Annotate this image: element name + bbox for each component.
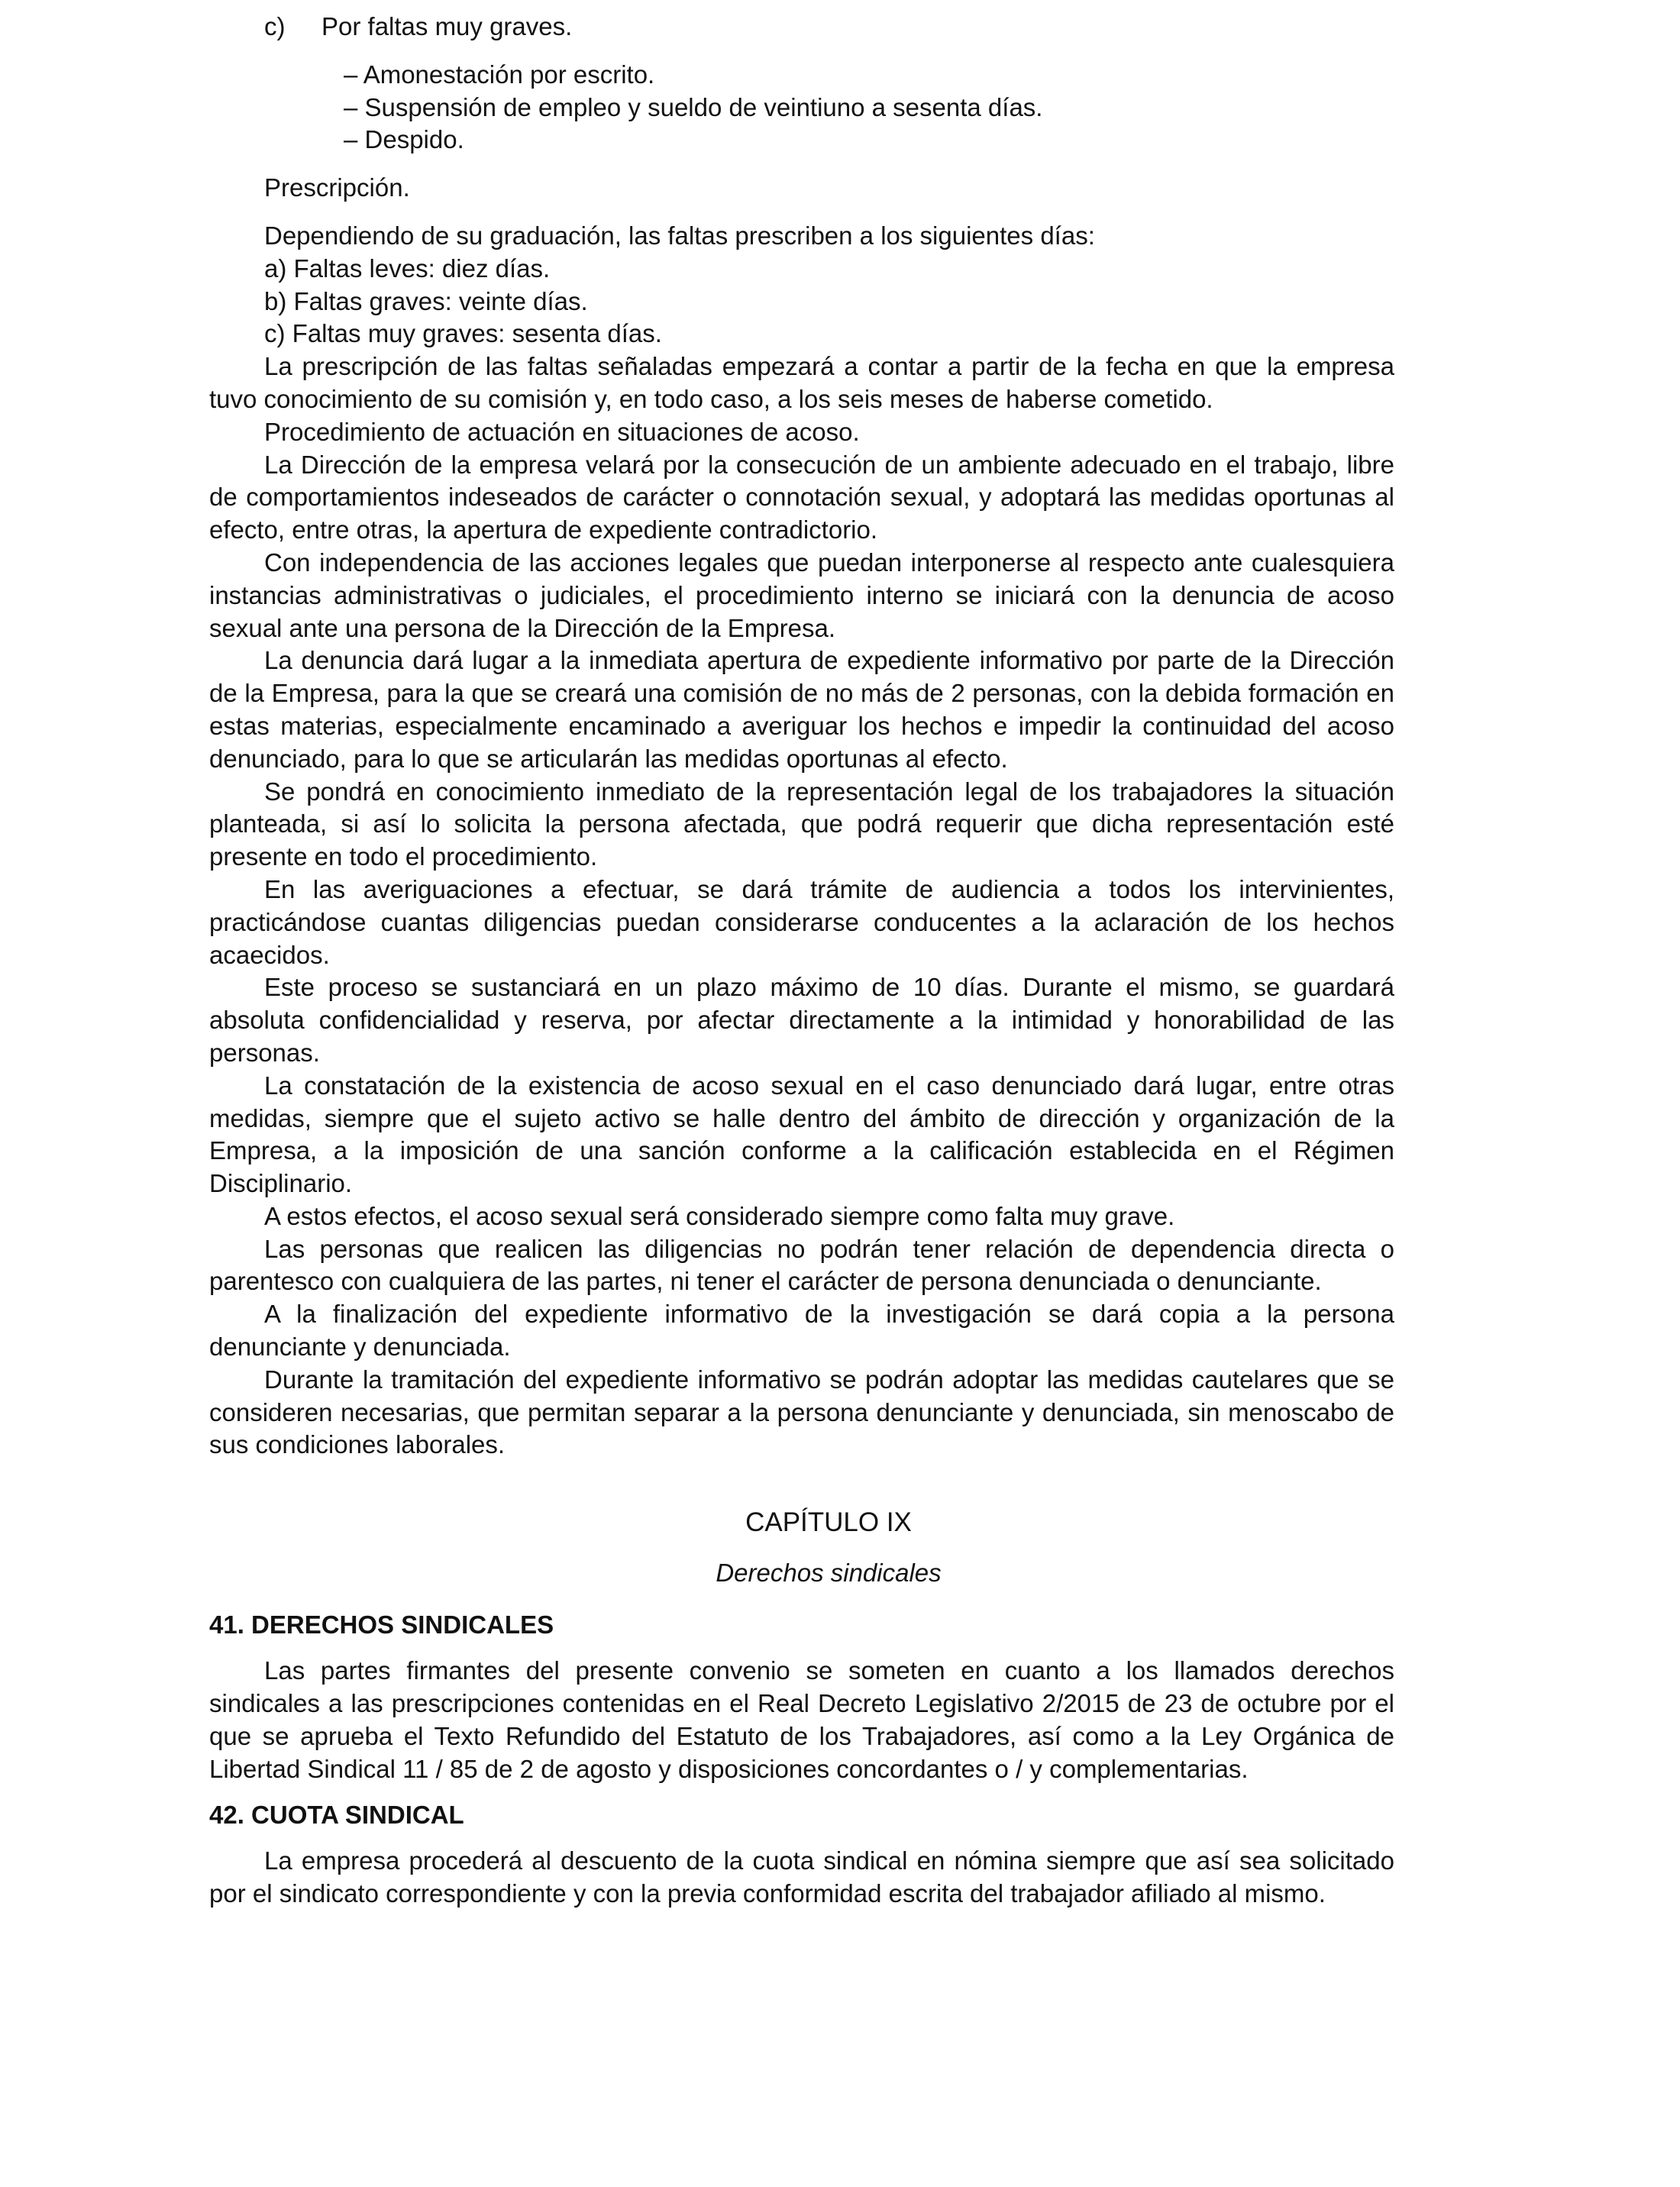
sanction-list	[344, 59, 1394, 157]
paragraph: La prescripción de las faltas señaladas empezará a contar a partir de la fecha en que la empresa tuvo conocimiento de su comisión y, en todo caso, a los seis meses de haberse cometido.	[209, 352, 1394, 413]
sanction-category-c	[264, 11, 1394, 44]
prescription-intro: Dependiendo de su graduación, las faltas prescriben a los siguientes días:	[264, 221, 1095, 250]
item-label: c)	[264, 12, 286, 40]
paragraph: Las personas que realicen las diligencias no podrán tener relación de dependencia directa o parentesco con cualquiera de las partes, ni tener el carácter de persona denunciada o denunciante.	[209, 1234, 1394, 1296]
prescription-title: Prescripción.	[264, 173, 410, 202]
prescription-item: b) Faltas graves: veinte días.	[264, 286, 588, 315]
paragraph: Durante la tramitación del expediente informativo se podrán adoptar las medidas cautelares que se consideren necesarias, que permitan separar a la persona denunciante y denunciada, sin menoscabo de sus condiciones laborales.	[209, 1365, 1394, 1459]
paragraph: A estos efectos, el acoso sexual será considerado siempre como falta muy grave.	[264, 1201, 1175, 1230]
paragraph: A la finalización del expediente informativo de la investigación se dará copia a la persona denunciante y denunciada.	[209, 1300, 1394, 1362]
chapter-subtitle: Derechos sindicales	[716, 1559, 942, 1588]
harassment-procedure-heading: Procedimiento de actuación en situaciones de acoso.	[264, 417, 860, 446]
section-41-title: 41. DERECHOS SINDICALES	[209, 1610, 554, 1639]
paragraph: En las averiguaciones a efectuar, se dará trámite de audiencia a todos los intervinientes, practicándose cuantas diligencias puedan considerarse conducentes a la aclaración de los hechos acaecidos.	[209, 874, 1394, 969]
section-42-text: La empresa procederá al descuento de la cuota sindical en nómina siempre que así sea solicitado por el sindicato correspondiente y con la previa conformidad escrita del trabajador afiliado al mismo.	[209, 1846, 1394, 1908]
prescription-item: a) Faltas leves: diez días.	[264, 254, 551, 283]
paragraph: Este proceso se sustanciará en un plazo máximo de 10 días. Durante el mismo, se guardará absoluta confidencialidad y reserva, por afectar directamente a la intimidad y honorabilidad de las personas.	[209, 973, 1394, 1067]
paragraph: Se pondrá en conocimiento inmediato de la representación legal de los trabajadores la situación planteada, si así lo solicita la persona afectada, que podrá requerir que dicha representación esté presente en todo el procedimiento.	[209, 777, 1394, 871]
paragraph: La denuncia dará lugar a la inmediata apertura de expediente informativo por parte de la Dirección de la Empresa, para la que se creará una comisión de no más de 2 personas, con la debida formación en estas materias, especialmente encaminado a averiguar los hechos e impedir la continuidad del acoso denunciado, para lo que se articularán las medidas oportunas al efecto.	[209, 646, 1394, 773]
section-41-text: Las partes firmantes del presente convenio se someten en cuanto a los llamados derechos sindicales a las prescripciones contenidas en el Real Decreto Legislativo 2/2015 de 23 de octubre por el que se aprueba el Texto Refundido del Estatuto de los Trabajadores, así como a la Ley Orgánica de Libertad Sindical 11 / 85 de 2 de agosto y disposiciones concordantes o / y complementarias.	[209, 1656, 1394, 1783]
paragraph: La Dirección de la empresa velará por la consecución de un ambiente adecuado en el trabajo, libre de comportamientos indeseados de carácter o connotación sexual, y adoptará las medidas oportunas al efecto, entre otras, la apertura de expediente contradictorio.	[209, 450, 1394, 544]
paragraph: Con independencia de las acciones legales que puedan interponerse al respecto ante cualesquiera instancias administrativas o judiciales, el procedimiento interno se iniciará con la denuncia de acoso sexual ante una persona de la Dirección de la Empresa.	[209, 548, 1394, 642]
paragraph: La constatación de la existencia de acoso sexual en el caso denunciado dará lugar, entre otras medidas, siempre que el sujeto activo se halle dentro del ámbito de dirección y organización de la Empresa, a la imposición de una sanción conforme a la calificación establecida en el Régimen Disciplinario.	[209, 1071, 1394, 1198]
document-page	[209, 11, 1394, 1911]
sanction-item: – Amonestación por escrito.	[344, 60, 655, 89]
section-42-title: 42. CUOTA SINDICAL	[209, 1801, 464, 1830]
prescription-item: c) Faltas muy graves: sesenta días.	[264, 319, 662, 348]
item-text: Por faltas muy graves.	[321, 12, 573, 40]
chapter-title: CAPÍTULO IX	[745, 1507, 912, 1538]
prescription-list	[264, 253, 1394, 351]
sanction-item: – Suspensión de empleo y sueldo de veintiuno a sesenta días.	[344, 92, 1043, 121]
sanction-item: – Despido.	[344, 125, 464, 154]
